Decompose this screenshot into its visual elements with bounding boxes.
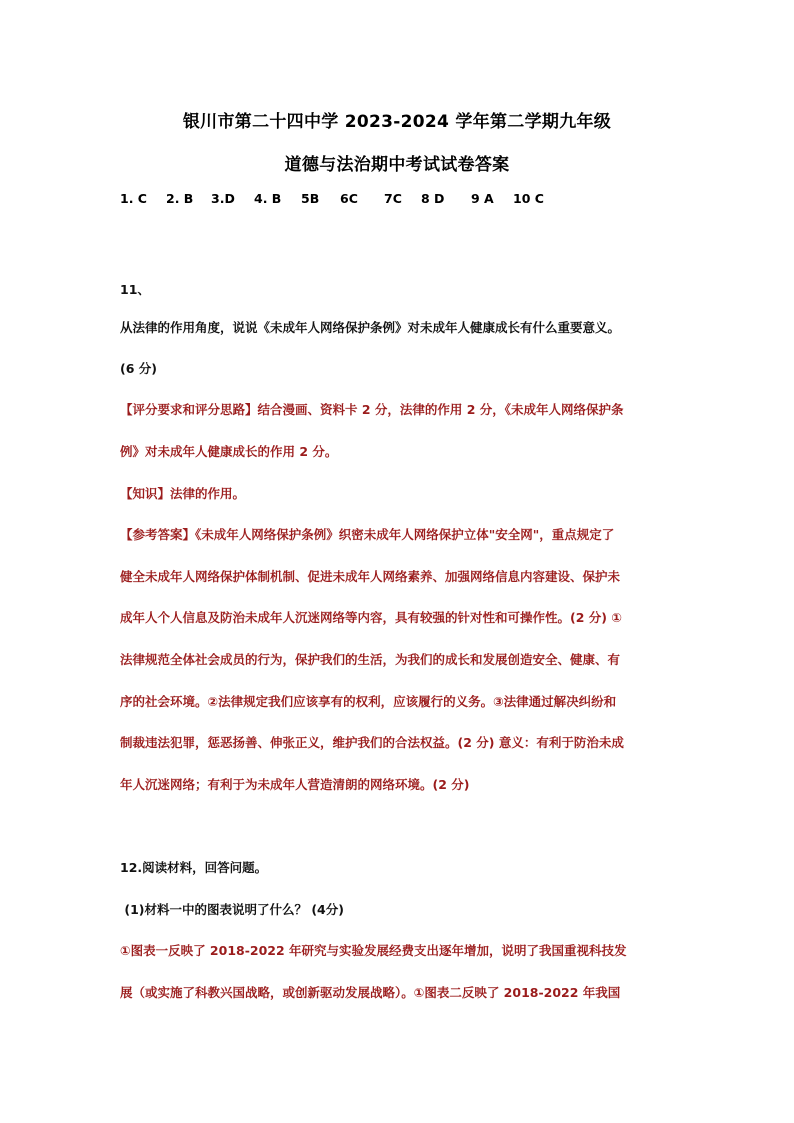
answer-1: 1. C bbox=[120, 191, 147, 206]
answer-8: 8 D bbox=[421, 191, 445, 206]
q11-answer-line: 法律规范全体社会成员的行为，保护我们的生活，为我们的成长和发展创造安全、健康、有 bbox=[120, 652, 621, 667]
answer-7: 7C bbox=[384, 191, 402, 206]
choice-answers bbox=[120, 191, 544, 206]
answer-10: 10 C bbox=[513, 191, 544, 206]
q11-answer-line: 序的社会环境。②法律规定我们应该享有的权利，应该履行的义务。③法律通过解决纠纷和 bbox=[120, 694, 617, 709]
document-subtitle: 道德与法治期中考试试卷答案 bbox=[284, 155, 510, 175]
q11-scoring-line: 例》对未成年人健康成长的作用 2 分。 bbox=[120, 444, 338, 459]
answer-2: 2. B bbox=[166, 191, 194, 206]
q11-number: 11、 bbox=[120, 282, 150, 297]
q11-points: (6 分) bbox=[120, 361, 157, 376]
answer-4: 4. B bbox=[254, 191, 282, 206]
q12-heading: 12.阅读材料，回答问题。 bbox=[120, 860, 268, 875]
q11-answer-line: 【参考答案】《未成年人网络保护条例》织密未成年人网络保护立体"安全网"，重点规定了 bbox=[120, 527, 615, 542]
answer-3: 3.D bbox=[211, 191, 235, 206]
answer-6: 6C bbox=[340, 191, 358, 206]
answer-9: 9 A bbox=[471, 191, 494, 206]
q11-scoring-line: 【评分要求和评分思路】结合漫画、资料卡 2 分，法律的作用 2 分，《未成年人网络保护条 bbox=[120, 402, 624, 417]
q12-answer-line: ①图表一反映了 2018-2022 年研究与实验发展经费支出逐年增加，说明了我国重视科技发 bbox=[120, 943, 627, 958]
q11-answer-line: 健全未成年人网络保护体制机制、促进未成年人网络素养、加强网络信息内容建设、保护未 bbox=[120, 569, 621, 584]
answer-5: 5B bbox=[301, 191, 320, 206]
q11-knowledge: 【知识】法律的作用。 bbox=[120, 486, 246, 501]
q11-answer-line: 成年人个人信息及防治未成年人沉迷网络等内容，具有较强的针对性和可操作性。(2 分) ① bbox=[120, 610, 622, 625]
q11-answer-line: 年人沉迷网络；有利于为未成年人营造清朗的网络环境。(2 分) bbox=[120, 777, 470, 792]
q12-answer-line: 展（或实施了科教兴国战略，或创新驱动发展战略）。①图表二反映了 2018-2022 年我国 bbox=[120, 985, 621, 1000]
q11-question: 从法律的作用角度，说说《未成年人网络保护条例》对未成年人健康成长有什么重要意义。 bbox=[120, 320, 621, 335]
q12-subquestion: (1)材料一中的图表说明了什么？ (4分) bbox=[120, 902, 344, 917]
q11-answer-line: 制裁违法犯罪，惩恶扬善、伸张正义，维护我们的合法权益。(2 分) 意义：有利于防治未成 bbox=[120, 735, 624, 750]
document-title: 银川市第二十四中学 2023-2024 学年第二学期九年级 bbox=[182, 112, 612, 132]
